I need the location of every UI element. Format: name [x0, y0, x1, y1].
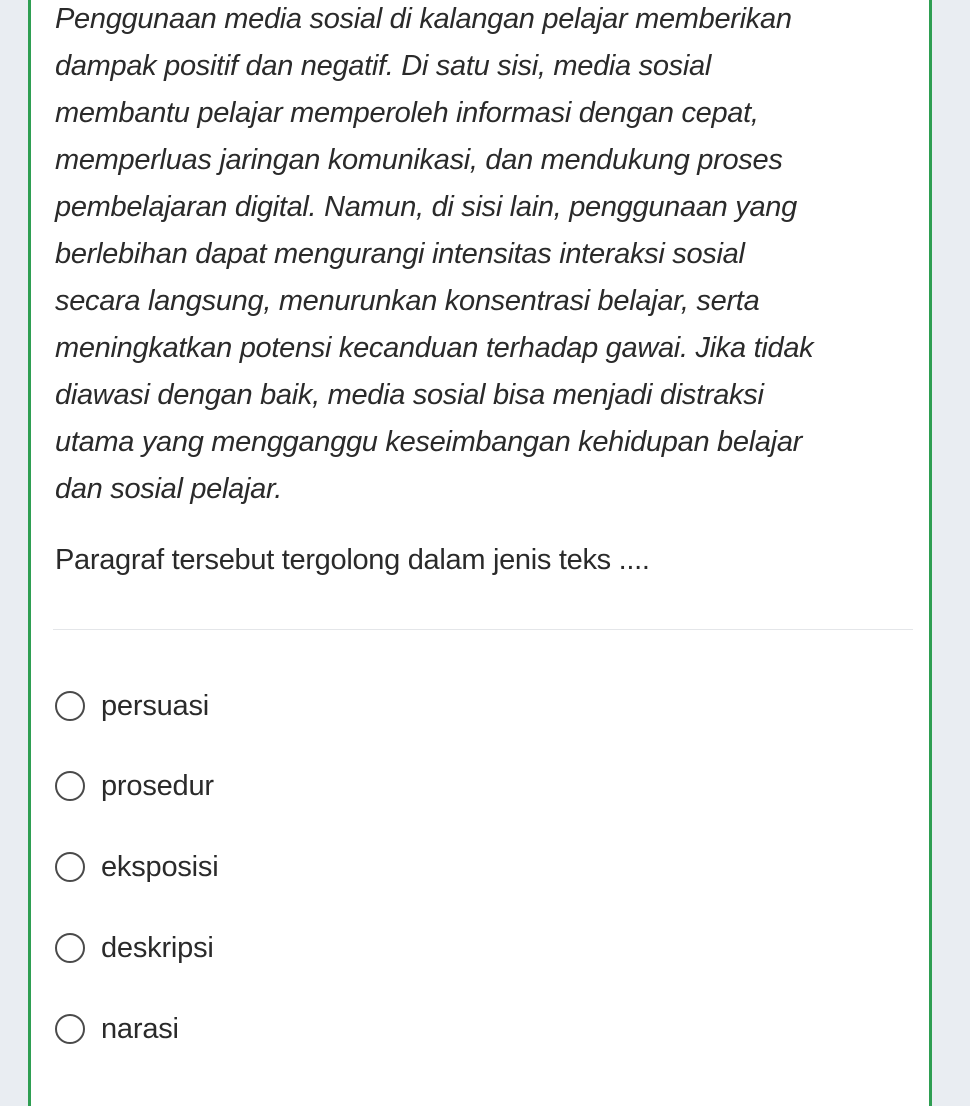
passage-text	[55, 0, 915, 513]
option-prosedur[interactable]	[55, 764, 214, 808]
option-label: deskripsi	[101, 931, 214, 964]
passage-line: membantu pelajar memperoleh informasi dengan cepat,	[55, 97, 759, 129]
passage-line: Penggunaan media sosial di kalangan pelajar memberikan	[55, 3, 792, 35]
passage-line: memperluas jaringan komunikasi, dan mendukung proses	[55, 144, 783, 176]
passage-line: berlebihan dapat mengurangi intensitas interaksi sosial	[55, 238, 745, 270]
question-prompt: Paragraf tersebut tergolong dalam jenis teks ....	[55, 544, 650, 576]
option-eksposisi[interactable]	[55, 845, 218, 889]
passage-line: dan sosial pelajar.	[55, 473, 282, 505]
option-label: narasi	[101, 1012, 179, 1045]
option-narasi[interactable]	[55, 1007, 179, 1051]
passage-line: utama yang mengganggu keseimbangan kehidupan belajar	[55, 426, 803, 458]
passage-line: pembelajaran digital. Namun, di sisi lain, penggunaan yang	[55, 191, 797, 223]
radio-button[interactable]	[55, 1014, 85, 1044]
divider	[53, 629, 913, 630]
radio-button[interactable]	[55, 691, 85, 721]
option-deskripsi[interactable]	[55, 926, 214, 970]
option-label: prosedur	[101, 769, 214, 802]
question-card	[28, 0, 932, 1106]
passage-line: dampak positif dan negatif. Di satu sisi, media sosial	[55, 50, 711, 82]
passage-line: diawasi dengan baik, media sosial bisa menjadi distraksi	[55, 379, 764, 411]
radio-button[interactable]	[55, 771, 85, 801]
option-label: persuasi	[101, 689, 210, 722]
radio-button[interactable]	[55, 852, 85, 882]
option-label: eksposisi	[101, 850, 219, 883]
passage-line: meningkatkan potensi kecanduan terhadap gawai. Jika tidak	[55, 332, 814, 364]
radio-button[interactable]	[55, 933, 85, 963]
passage-line: secara langsung, menurunkan konsentrasi belajar, serta	[55, 285, 760, 317]
option-persuasi[interactable]	[55, 684, 209, 728]
